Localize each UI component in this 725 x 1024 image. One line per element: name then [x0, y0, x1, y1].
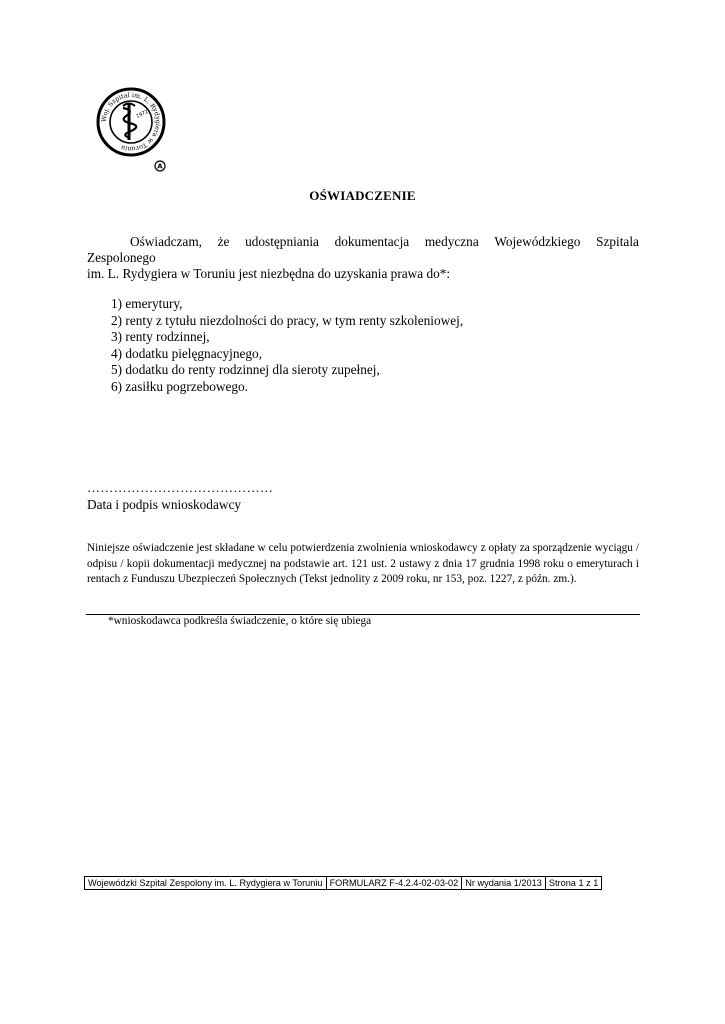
footnote: *wnioskodawca podkreśla świadczenie, o które się ubiega: [108, 615, 372, 627]
intro-word: Szpitala: [596, 234, 639, 249]
intro-word: udostępniania: [245, 234, 319, 249]
list-item: 6) zasiłku pogrzebowego.: [111, 378, 248, 394]
intro-line-2: Zespolonego: [87, 250, 156, 265]
footer-edition: Nr wydania 1/2013: [462, 877, 546, 890]
seal-ring-text: Woj. Szpital im. L. Rydygiera w Toruniu: [100, 91, 162, 153]
intro-paragraph: [87, 234, 639, 282]
legal-note: Niniejsze oświadczenie jest składane w celu potwierdzenia zwolnienia wnioskodawcy z opłaty za sporządzenie wyciągu / odpisu / kopii dokumentacji medycznej na podstawie art. 121 ust. 2 ustawy z dnia 17 grudnia 1998 roku o emeryturach i rentach z Funduszu Ubezpieczeń Społecznych (Tekst jednolity z 2009 roku, nr 153, poz. 1227, z późn. zm.).: [87, 542, 639, 585]
intro-word: Wojewódzkiego: [494, 234, 581, 249]
seal-badge: A: [157, 162, 163, 171]
list-item: 3) renty rodzinnej,: [111, 329, 210, 344]
intro-line-3: im. L. Rydygiera w Toruniu jest niezbędna do uzyskania prawa do*:: [87, 266, 451, 281]
document-title: OŚWIADCZENIE: [309, 188, 416, 203]
signature-label: Data i podpis wnioskodawcy: [87, 497, 241, 512]
list-item: 1) emerytury,: [111, 296, 183, 311]
footer-form-code: FORMULARZ F-4.2.4-02-03-02: [326, 877, 462, 890]
page-footer: [84, 876, 602, 890]
benefits-list: [111, 296, 463, 395]
intro-word: medyczna: [424, 234, 479, 249]
intro-word: Oświadczam,: [130, 234, 202, 249]
list-item: 5) dodatku do renty rodzinnej dla sieroty zupełnej,: [111, 362, 380, 377]
hospital-seal-logo: [93, 86, 171, 174]
intro-word: że: [217, 234, 230, 249]
list-item: 4) dodatku pielęgnacyjnego,: [111, 345, 263, 361]
seal-year: 1972: [135, 108, 150, 120]
footer-institution: Wojewódzki Szpital Zespolony im. L. Rydygiera w Toruniu: [85, 877, 327, 890]
signature-line: ……………………………………: [87, 480, 274, 495]
list-item: 2) renty z tytułu niezdolności do pracy, w tym renty szkoleniowej,: [111, 312, 464, 328]
intro-word: dokumentacja: [334, 234, 410, 249]
footer-page-number: Strona 1 z 1: [545, 877, 602, 890]
intro-line-1: [87, 234, 639, 250]
